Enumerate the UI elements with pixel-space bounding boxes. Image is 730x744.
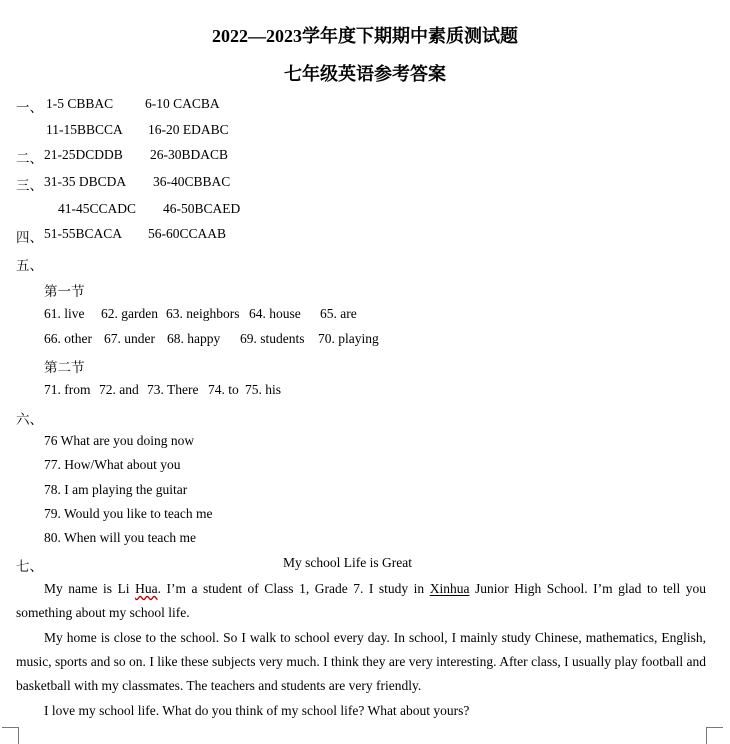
section-4-label: 四、 bbox=[16, 230, 43, 245]
answer-sentence: 76 What are you doing now bbox=[44, 433, 195, 448]
answer-item: 69. students bbox=[240, 331, 305, 346]
part-heading: 第一节 bbox=[44, 284, 85, 299]
essay-paragraph-2: My home is close to the school. So I walk to school every day. In school, I mainly study Chinese, mathematics, English, music, sports and so on. I like these subjects very much. I think they are very interesting. After class, I usually play football and basketball with my classmates. The teachers and students are very friendly. bbox=[16, 630, 706, 693]
section-1-label: 一、 bbox=[16, 100, 43, 115]
page-subtitle: 七年级英语参考答案 bbox=[284, 64, 446, 84]
answer-group: 6-10 CACBA bbox=[145, 96, 220, 111]
corner-mark-left bbox=[2, 727, 19, 744]
answer-item: 65. are bbox=[320, 306, 357, 321]
answer-item: 67. under bbox=[104, 331, 155, 346]
answer-item: 61. live bbox=[44, 306, 85, 321]
essay-paragraph-1: My name is Li Hua. I’m a student of Class 1, Grade 7. I study in Xinhua Junior High School. I’m glad to tell you something about my school life. bbox=[16, 581, 706, 620]
answer-item: 75. his bbox=[245, 382, 282, 397]
answer-item: 73. There bbox=[147, 382, 199, 397]
answer-group: 36-40CBBAC bbox=[153, 174, 231, 189]
answer-sentence: 79. Would you like to teach me bbox=[44, 506, 213, 521]
essay-paragraph-3: I love my school life. What do you think of my school life? What about yours? bbox=[44, 703, 470, 718]
answer-group: 16-20 EDABC bbox=[148, 122, 229, 137]
answer-item: 62. garden bbox=[101, 306, 158, 321]
section-7-label: 七、 bbox=[16, 559, 43, 574]
answer-item: 64. house bbox=[249, 306, 301, 321]
answer-group: 46-50BCAED bbox=[163, 201, 241, 216]
answer-item: 72. and bbox=[99, 382, 139, 397]
answer-item: 71. from bbox=[44, 382, 91, 397]
section-6-label: 六、 bbox=[16, 412, 43, 427]
answer-group: 41-45CCADC bbox=[58, 201, 137, 216]
school-name-xinhua: Xinhua bbox=[429, 581, 470, 596]
answer-item: 68. happy bbox=[167, 331, 221, 346]
answer-item: 63. neighbors bbox=[166, 306, 240, 321]
section-2-label: 二、 bbox=[16, 151, 43, 166]
answer-group: 31-35 DBCDA bbox=[44, 174, 127, 189]
answer-item: 74. to bbox=[208, 382, 239, 397]
section-3-label: 三、 bbox=[16, 178, 43, 193]
answer-group: 56-60CCAAB bbox=[148, 226, 227, 241]
part-heading: 第二节 bbox=[44, 360, 85, 375]
answer-sentence: 78. I am playing the guitar bbox=[44, 482, 188, 497]
answer-sentence: 80. When will you teach me bbox=[44, 530, 196, 545]
name-li: Li bbox=[117, 581, 130, 596]
page-title: 2022—2023学年度下期期中素质测试题 bbox=[212, 26, 518, 46]
name-hua: Hua bbox=[135, 581, 158, 596]
corner-mark-right bbox=[706, 727, 723, 744]
essay-title: My school Life is Great bbox=[283, 555, 412, 570]
answer-item: 66. other bbox=[44, 331, 92, 346]
answer-group: 11-15BBCCA bbox=[46, 122, 123, 137]
answer-group: 21-25DCDDB bbox=[44, 147, 123, 162]
answer-group: 51-55BCACA bbox=[44, 226, 123, 241]
answer-item: 70. playing bbox=[318, 331, 379, 346]
answer-group: 26-30BDACB bbox=[150, 147, 229, 162]
answer-sentence: 77. How/What about you bbox=[44, 457, 181, 472]
answer-group: 1-5 CBBAC bbox=[46, 96, 114, 111]
section-5-label: 五、 bbox=[16, 258, 43, 273]
